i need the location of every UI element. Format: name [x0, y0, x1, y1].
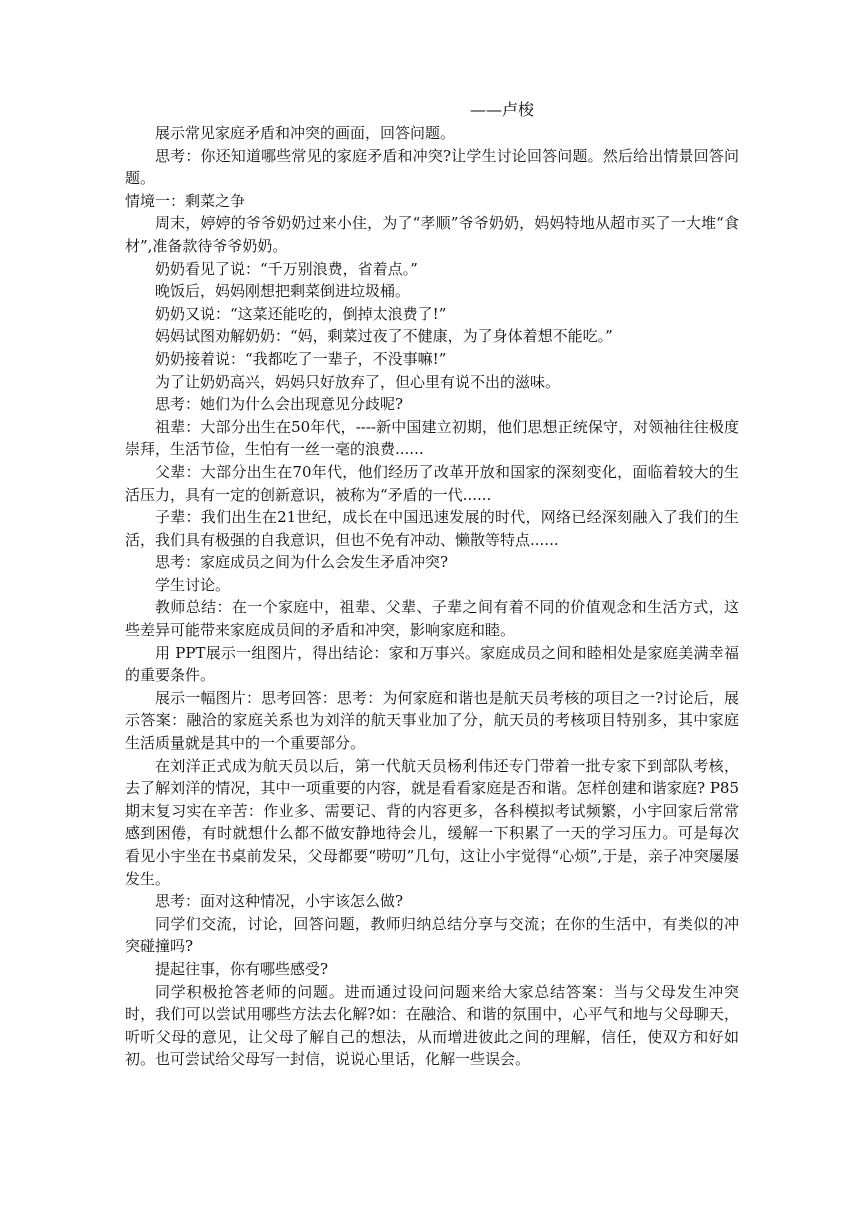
paragraph: 在刘洋正式成为航天员以后，第一代航天员杨利伟还专门带着一批专家下到部队考核，去了解刘洋的情况，其中一项重要的内容，就是看看家庭是否和谐。怎样创建和谐家庭? P85期末复习实在辛苦：作业多、需要记、背的内容更多，各科模拟考试频繁，小宇回家后常常感到困倦，有时就想什么都不做安静地待会儿，缓解一下积累了一天的学习压力。可是每次看见小宇坐在书桌前发呆，父母都要“唠叨”几句，这让小宇觉得“心烦”,于是，亲子冲突屡屡发生。: [125, 756, 739, 888]
paragraph: 教师总结：在一个家庭中，祖辈、父辈、子辈之间有着不同的价值观念和生活方式，这些差异可能带来家庭成员间的矛盾和冲突，影响家庭和睦。: [125, 598, 739, 640]
document-page: [125, 98, 739, 1071]
paragraph: 同学积极抢答老师的问题。进而通过设问问题来给大家总结答案：当与父母发生冲突时，我们可以尝试用哪些方法去化解?如：在融洽、和谐的氛围中，心平气和地与父母聊天，听听父母的意见，让父母了解自己的想法，从而增进彼此之间的理解，信任，使双方和好如初。也可尝试给父母写一封信，说说心里话，化解一些误会。: [125, 982, 739, 1069]
paragraph: 情境一：剩菜之争: [125, 191, 246, 210]
paragraph: 提起往事，你有哪些感受?: [155, 959, 329, 978]
paragraph: 晚饭后，妈妈刚想把剩菜倒进垃圾桶。: [155, 282, 411, 301]
paragraph: 思考：面对这种情况，小宇该怎么做?: [155, 892, 404, 911]
paragraph: 学生讨论。: [155, 575, 231, 594]
paragraph: 为了让奶奶高兴，妈妈只好放弃了，但心里有说不出的滋味。: [155, 372, 561, 391]
paragraph: 奶奶又说：“这菜还能吃的，倒掉太浪费了!”: [155, 304, 447, 323]
paragraph: 思考：她们为什么会出现意见分歧呢?: [155, 395, 404, 414]
paragraph: 父辈：大部分出生在70年代，他们经历了改革开放和国家的深刻变化，面临着较大的生活压力，具有一定的创新意识，被称为“矛盾的一代......: [125, 462, 739, 504]
paragraph: 思考：家庭成员之间为什么会发生矛盾冲突?: [155, 553, 449, 572]
paragraph: 用 PPT展示一组图片，得出结论：家和万事兴。家庭成员之间和睦相处是家庭美满幸福的重要条件。: [125, 643, 739, 685]
paragraph: 妈妈试图劝解奶奶：“妈，剩菜过夜了不健康，为了身体着想不能吃。”: [155, 327, 613, 346]
paragraph: 奶奶看见了说：“千万别浪费，省着点。”: [155, 259, 418, 278]
paragraph: 思考：你还知道哪些常见的家庭矛盾和冲突?让学生讨论回答问题。然后给出情景回答问题。: [125, 146, 739, 188]
paragraph: 展示一幅图片：思考回答：思考：为何家庭和谐也是航天员考核的项目之一?讨论后，展示答案：融洽的家庭关系也为刘洋的航天事业加了分，航天员的考核项目特别多，其中家庭生活质量就是其中的一个重要部分。: [125, 688, 739, 753]
document-body: [125, 122, 739, 1071]
paragraph: 同学们交流，讨论，回答问题，教师归纳总结分享与交流；在你的生活中，有类似的冲突碰撞吗?: [125, 914, 739, 956]
author-attribution: ——卢梭: [469, 100, 534, 119]
paragraph: 子辈：我们出生在21世纪，成长在中国迅速发展的时代，网络已经深刻融入了我们的生活，我们具有极强的自我意识，但也不免有冲动、懒散等特点......: [125, 508, 739, 549]
paragraph: 周末，婷婷的爷爷奶奶过来小住，为了“孝顺”爷爷奶奶，妈妈特地从超市买了一大堆“食材”,准备款待爷爷奶奶。: [125, 214, 739, 255]
paragraph: 展示常见家庭矛盾和冲突的画面，回答问题。: [155, 124, 456, 142]
paragraph: 奶奶接着说：“我都吃了一辈子，不没事嘛!”: [155, 349, 447, 368]
paragraph: 祖辈：大部分出生在50年代，----新中国建立初期，他们思想正统保守，对领袖往往极度崇拜，生活节俭，生怕有一丝一毫的浪费......: [125, 417, 739, 459]
